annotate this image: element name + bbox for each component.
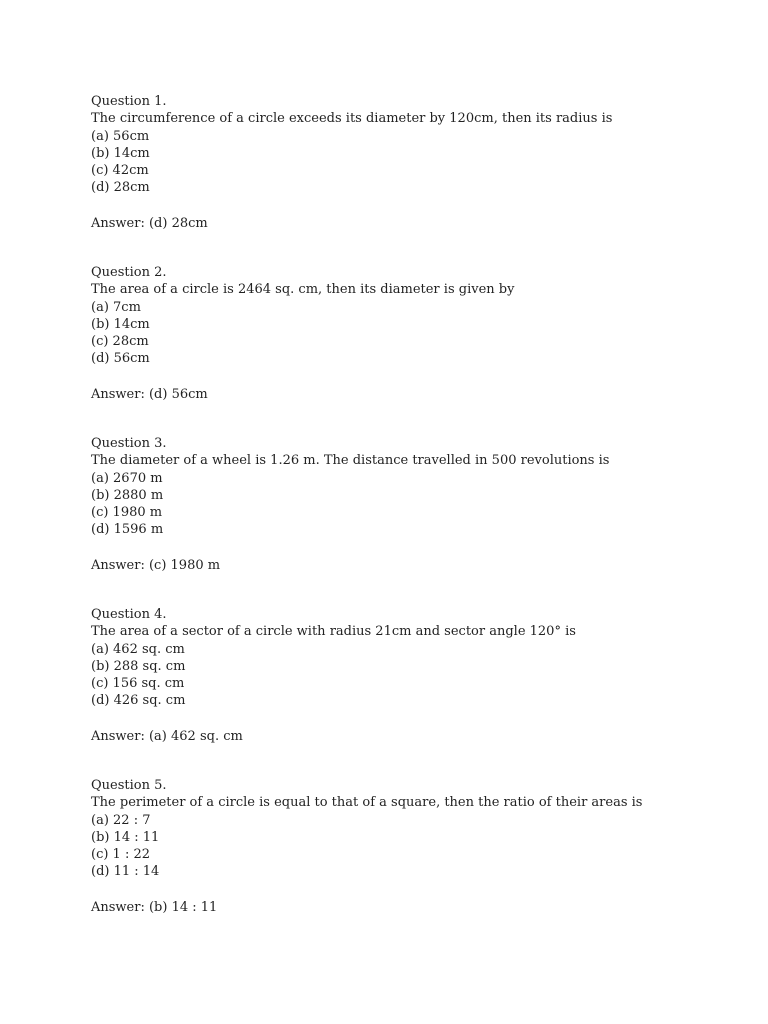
option-d: (d) 1596 m — [91, 522, 164, 538]
option-a: (a) 22 : 7 — [91, 812, 151, 828]
option-c: (c) 28cm — [91, 334, 149, 350]
question-text: The perimeter of a circle is equal to that of a square, then the ratio of their areas is — [91, 795, 643, 811]
question-3 — [91, 435, 711, 574]
option-c: (c) 1 : 22 — [91, 847, 151, 863]
question-heading: Question 1. — [91, 94, 167, 109]
question-heading: Question 4. — [91, 607, 167, 622]
question-text: The area of a sector of a circle with radius 21cm and sector angle 120° is — [91, 624, 576, 640]
option-d: (d) 426 sq. cm — [91, 693, 186, 709]
question-heading: Question 5. — [91, 778, 167, 793]
option-b: (b) 2880 m — [91, 487, 164, 503]
option-c: (c) 1980 m — [91, 505, 163, 521]
question-5 — [91, 777, 711, 916]
option-a: (a) 56cm — [91, 128, 150, 144]
answer-text: Answer: (c) 1980 m — [91, 557, 221, 573]
question-text: The circumference of a circle exceeds its diameter by 120cm, then its radius is — [91, 111, 613, 127]
answer-text: Answer: (b) 14 : 11 — [91, 899, 218, 915]
option-a: (a) 2670 m — [91, 470, 163, 486]
option-d: (d) 11 : 14 — [91, 864, 160, 880]
option-b: (b) 14cm — [91, 145, 150, 161]
answer-text: Answer: (d) 28cm — [91, 215, 208, 231]
question-text: The diameter of a wheel is 1.26 m. The distance travelled in 500 revolutions is — [91, 453, 610, 469]
option-b: (b) 288 sq. cm — [91, 658, 186, 674]
option-b: (b) 14 : 11 — [91, 829, 160, 845]
option-a: (a) 7cm — [91, 299, 141, 315]
option-b: (b) 14cm — [91, 316, 150, 332]
option-c: (c) 42cm — [91, 163, 149, 179]
question-heading: Question 2. — [91, 265, 167, 280]
question-text: The area of a circle is 2464 sq. cm, then its diameter is given by — [91, 282, 515, 298]
question-4 — [91, 606, 711, 745]
answer-text: Answer: (d) 56cm — [91, 386, 208, 402]
question-heading: Question 3. — [91, 436, 167, 451]
option-d: (d) 28cm — [91, 180, 150, 196]
question-1 — [91, 93, 711, 232]
answer-text: Answer: (a) 462 sq. cm — [91, 728, 243, 744]
option-d: (d) 56cm — [91, 351, 150, 367]
option-a: (a) 462 sq. cm — [91, 641, 185, 657]
option-c: (c) 156 sq. cm — [91, 676, 185, 692]
question-2 — [91, 264, 711, 403]
